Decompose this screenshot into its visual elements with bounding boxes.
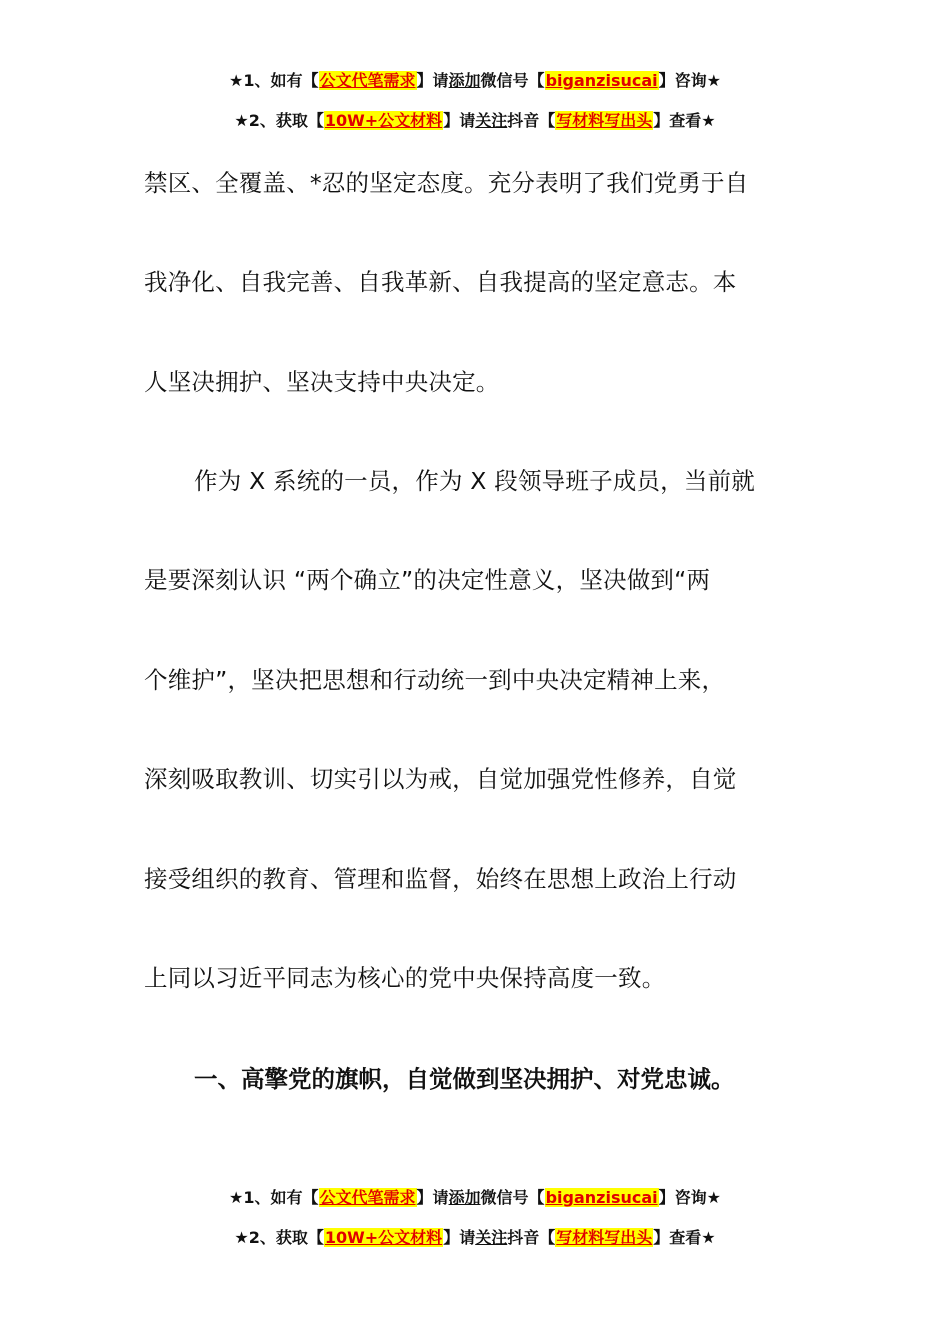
banner-text: 】请 [416,71,449,90]
banner-text: 】查看★ [653,111,716,130]
banner-text: 】请 [443,1228,476,1247]
banner-text: ★1、如有【 [229,1188,319,1207]
banner-text: 】咨询★ [658,71,721,90]
banner-text: ★2、获取【 [234,111,324,130]
paragraph-first-line: 作为 X 系统的一员，作为 X 段领导班子成员，当前就 [194,467,755,495]
body-line: 人坚决拥护、坚决支持中央决定。 [144,368,500,396]
banner-underlined-text: 添加 [448,1188,481,1207]
banner-line-2 [0,110,950,132]
wechat-id: biganzisucai [545,71,658,90]
banner-highlight: 10W+公文材料 [324,1228,443,1247]
banner-underlined-text: 添加 [448,71,481,90]
banner-text: 抖音【 [507,111,556,130]
banner-text: 抖音【 [507,1228,556,1247]
banner-underlined-text: 关注 [475,1228,508,1247]
banner-line-1 [0,70,950,92]
banner-line-1 [0,1187,950,1209]
banner-underlined-text: 关注 [475,111,508,130]
banner-text: 微信号【 [480,1188,545,1207]
body-line: 个维护”，坚决把思想和行动统一到中央决定精神上来， [144,666,726,694]
banner-text: 】请 [416,1188,449,1207]
banner-text: 】请 [443,111,476,130]
body-line: 我净化、自我完善、自我革新、自我提高的坚定意志。本 [144,268,737,296]
body-line: 上同以习近平同志为核心的党中央保持高度一致。 [144,964,666,992]
body-line: 深刻吸取教训、切实引以为戒，自觉加强党性修养，自觉 [144,765,737,793]
banner-text: ★1、如有【 [229,71,319,90]
section-heading: 一、高擎党的旗帜，自觉做到坚决拥护、对党忠诚。 [194,1065,735,1093]
body-line: 是要深刻认识 “两个确立”的决定性意义，坚决做到“两 [144,566,711,594]
body-line: 接受组织的教育、管理和监督，始终在思想上政治上行动 [144,865,737,893]
banner-highlight: 公文代笔需求 [319,1188,416,1207]
douyin-account: 写材料写出头 [556,111,653,130]
douyin-account: 写材料写出头 [556,1228,653,1247]
banner-text: 】查看★ [653,1228,716,1247]
body-line: 禁区、全覆盖、*忍的坚定态度。充分表明了我们党勇于自 [144,169,749,197]
banner-highlight: 10W+公文材料 [324,111,443,130]
banner-text: ★2、获取【 [234,1228,324,1247]
wechat-id: biganzisucai [545,1188,658,1207]
banner-line-2 [0,1227,950,1249]
banner-text: 微信号【 [480,71,545,90]
banner-highlight: 公文代笔需求 [319,71,416,90]
banner-text: 】咨询★ [658,1188,721,1207]
